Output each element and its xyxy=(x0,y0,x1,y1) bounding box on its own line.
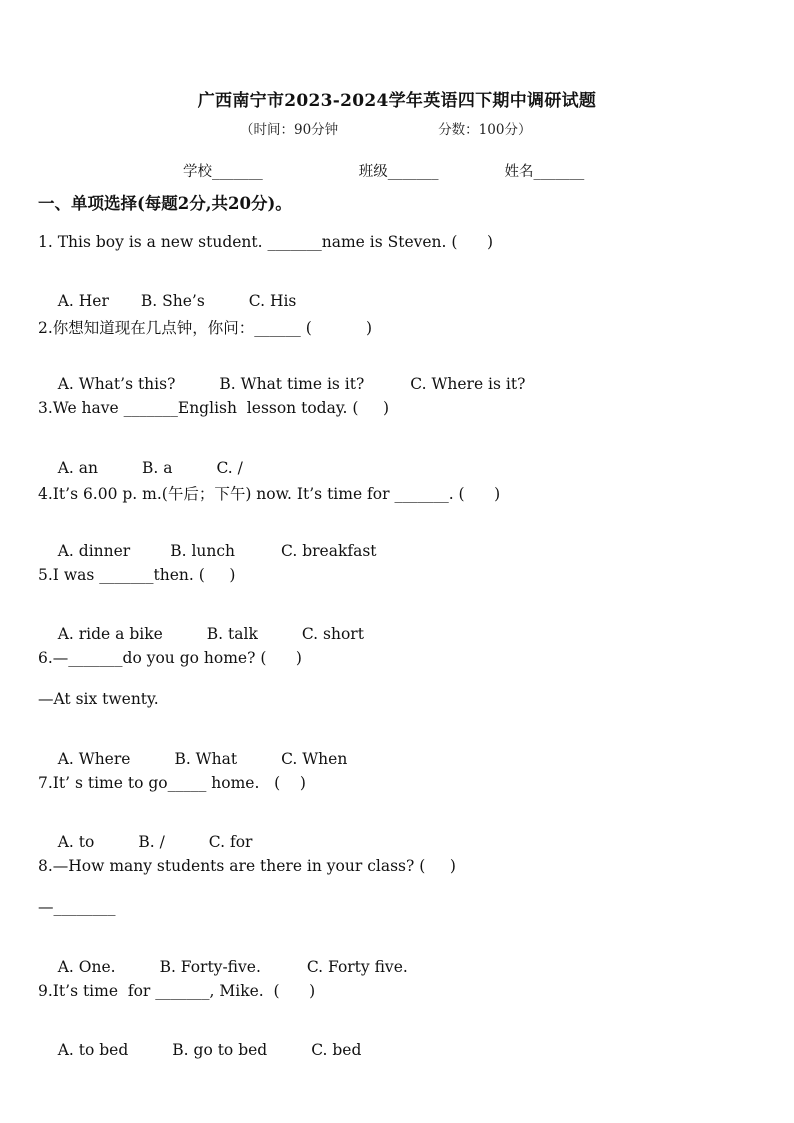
option-a[interactable]: A. ride a bike xyxy=(57,625,163,643)
options-9 xyxy=(38,1023,361,1077)
option-c[interactable]: C. When xyxy=(281,750,348,768)
option-c[interactable]: C. / xyxy=(216,459,243,477)
option-a[interactable]: A. One. xyxy=(57,958,116,976)
question-6: 6.—_______do you go home? ( ) xyxy=(38,649,302,667)
option-c[interactable]: C. short xyxy=(301,625,364,643)
option-a[interactable]: A. an xyxy=(57,459,98,477)
option-b[interactable]: B. go to bed xyxy=(172,1041,268,1059)
option-a[interactable]: A. What’s this? xyxy=(57,375,176,393)
option-b[interactable]: B. She’s xyxy=(140,292,205,310)
question-9: 9.It’s time for _______, Mike. ( ) xyxy=(38,982,316,1000)
question-7: 7.It’ s time to go_____ home. ( ) xyxy=(38,774,306,792)
option-b[interactable]: B. / xyxy=(138,833,165,851)
question-4: 4.It’s 6.00 p. m.(午后；下午) now. It’s time for _______. ( ) xyxy=(38,485,501,503)
option-c[interactable]: C. bed xyxy=(311,1041,362,1059)
question-1: 1. This boy is a new student. _______name is Steven. ( ) xyxy=(38,233,494,251)
time-limit: （时间：90分钟 xyxy=(240,122,339,138)
class-field[interactable]: 班级_______ xyxy=(358,164,439,180)
option-c[interactable]: C. Forty five. xyxy=(306,958,408,976)
page-title: 广西南宁市2023-2024学年英语四下期中调研试题 xyxy=(197,91,597,111)
question-5: 5.I was _______then. ( ) xyxy=(38,566,236,584)
student-info-fields xyxy=(183,160,584,181)
option-a[interactable]: A. to bed xyxy=(57,1041,129,1059)
option-b[interactable]: B. talk xyxy=(206,625,258,643)
question-3: 3.We have _______English lesson today. ( ) xyxy=(38,399,390,417)
option-a[interactable]: A. to xyxy=(57,833,95,851)
school-field[interactable]: 学校_______ xyxy=(183,164,263,180)
option-b[interactable]: B. lunch xyxy=(170,542,236,560)
section-heading: 一、单项选择(每题2分,共20分)。 xyxy=(38,194,292,213)
question-2: 2.你想知道现在几点钟，你问：______ ( ) xyxy=(38,319,373,337)
option-c[interactable]: C. breakfast xyxy=(281,542,377,560)
option-b[interactable]: B. a xyxy=(142,459,173,477)
option-a[interactable]: A. dinner xyxy=(57,542,131,560)
option-c[interactable]: C. for xyxy=(208,833,253,851)
option-b[interactable]: B. Forty-five. xyxy=(159,958,261,976)
option-b[interactable]: B. What xyxy=(174,750,238,768)
question-8-answer-line: —________ xyxy=(38,898,116,916)
option-c[interactable]: C. His xyxy=(248,292,297,310)
option-a[interactable]: A. Where xyxy=(57,750,131,768)
option-b[interactable]: B. What time is it? xyxy=(219,375,365,393)
total-score: 分数：100分） xyxy=(438,122,532,138)
option-a[interactable]: A. Her xyxy=(57,292,109,310)
name-field[interactable]: 姓名_______ xyxy=(504,164,585,180)
exam-info xyxy=(240,118,531,138)
question-8: 8.—How many students are there in your class? ( ) xyxy=(38,857,456,875)
option-c[interactable]: C. Where is it? xyxy=(410,375,526,393)
question-6-answer-line: —At six twenty. xyxy=(38,690,159,708)
